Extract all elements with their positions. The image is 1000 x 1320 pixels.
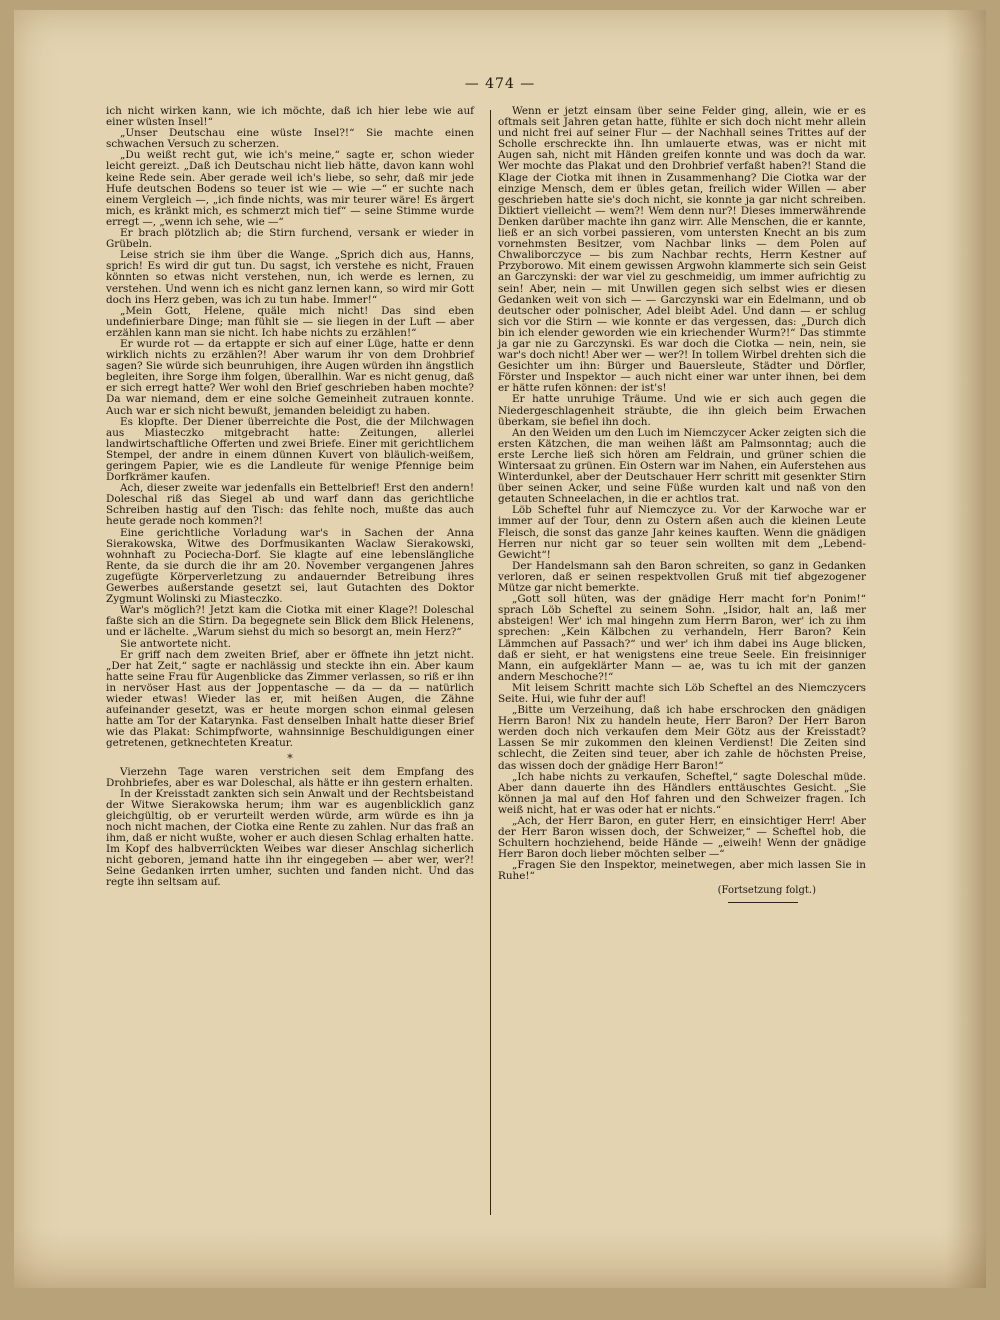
paragraph: Mit leisem Schritt machte sich Löb Scheftel an des Niemczycers Seite. Hui, wie fuhr der auf!: [498, 681, 866, 705]
paragraph: ich nicht wirken kann, wie ich möchte, daß ich hier lebe wie auf einer wüsten Insel!“: [106, 105, 474, 129]
paragraph: „Bitte um Verzeihung, daß ich habe erschrocken den gnädigen Herrn Baron! Nix zu handeln heute, Herr Baron? Der Herr Baron werden doch nich verkaufen dem Meir Götz aus der Kreisstadt? Lassen Se mir zukommen den kleinen Verdienst! Die Zeiten sind schlecht, die Zeiten sind teuer, aber ich zahle de höchsten Preise, das wissen doch der gnädige Herr Baron!“: [498, 704, 866, 772]
paragraph: „Gott soll hüten, was der gnädige Herr macht for'n Ponim!“ sprach Löb Scheftel zu seinem Sohn. „Isidor, halt an, laß mer absteigen! Wer' ich mal hingehn zum Herrn Baron, wer' ich zu ihm sprechen: „Kein Kälbchen zu verhandeln, Herr Baron? Kein Lämmchen auf Passach?“ und wer' ich ihm dabei ins Auge blicken, daß er sieht, er hat wenigstens eine treue Seele. Ein freisinniger Mann, ein aufgeklärter Mann — ae, was tu ich mit der ganzen andern Meschoche?!“: [498, 593, 866, 683]
right-column: [498, 106, 866, 903]
page-number: — 474 —: [464, 76, 536, 92]
paragraph: „Fragen Sie den Inspektor, meinetwegen, aber mich lassen Sie in Ruhe!“: [498, 859, 866, 883]
left-column: [106, 106, 474, 889]
end-rule: [728, 902, 798, 903]
paragraph: „Ach, der Herr Baron, en guter Herr, en einsichtiger Herr! Aber der Herr Baron wissen doch, der Schweizer,“ — Scheftel hob, die Schultern hochziehend, beide Hände — „eiweih! Wenn der gnädige Herr Baron doch lieber möchten selber —“: [498, 815, 866, 861]
paragraph: „Unser Deutschau eine wüste Insel?!“ Sie machte einen schwachen Versuch zu scherzen.: [106, 127, 474, 151]
binding-shadow: [946, 10, 986, 1288]
paragraph: „Ich habe nichts zu verkaufen, Scheftel,“ sagte Doleschal müde. Aber dann dauerte ihn des Händlers enttäuschtes Gesicht. „Sie können ja mal auf den Hof fahren und den Schweizer fragen. Ich weiß nicht, hat er was oder hat er nichts.“: [498, 770, 866, 816]
paragraph: Löb Scheftel fuhr auf Niemczyce zu. Vor der Karwoche war er immer auf der Tour, denn zu Ostern aßen auch die kleinen Leute Fleisch, die sonst das ganze Jahr keines kauften. Wenn die gnädigen Herren nur nicht gar so teuer sein wollten mit dem „Lebend-Gewicht“!: [498, 504, 866, 561]
paragraph: Leise strich sie ihm über die Wange. „Sprich dich aus, Hanns, sprich! Es wird dir gut tun. Du sagst, ich verstehe es nicht, Frauen könnten so etwas nicht verstehen, nun, ich werde es lernen, zu verstehen. Und wenn ich es nicht ganz lernen kann, so wird mir Gott doch ins Herz geben, was ich zu tun habe. Immer!“: [106, 249, 474, 306]
paragraph: War's möglich?! Jetzt kam die Ciotka mit einer Klage?! Doleschal faßte sich an die Stirn. Da begegnete sein Blick dem Blick Helenens, und er lächelte. „Warum siehst du mich so besorgt an, mein Herz?“: [106, 604, 474, 639]
paragraph: Ach, dieser zweite war jedenfalls ein Bettelbrief! Erst den andern! Doleschal riß das Siegel ab und warf dann das gerichtliche Schreiben hastig auf den Tisch: das fehlte noch, mußte das auch heute gerade noch kommen?!: [106, 482, 474, 528]
paragraph: An den Weiden um den Luch im Niemczycer Acker zeigten sich die ersten Kätzchen, die man weihen läßt am Palmsonntag; auch die erste Lerche ließ sich hören am Feldrain, und grüner schien die Wintersaat zu grünen. Ein Ostern war im Nahen, ein Auferstehen aus Winterdunkel, aber der Deutschauer Herr schritt mit gesenkter Stirn über seinen Acker, und seine Füße wurden kalt und naß von den getauten Schneelachen, in die er achtlos trat.: [498, 426, 866, 506]
paragraph: Sie antwortete nicht.: [120, 637, 232, 650]
paper-stain: [14, 1228, 986, 1288]
newspaper-page: [14, 10, 986, 1288]
paragraph: „Mein Gott, Helene, quäle mich nicht! Das sind eben undefinierbare Dinge; man fühlt sie — sie liegen in der Luft — aber erzählen kann man sie nicht. Ich habe nichts zu erzählen!“: [106, 304, 474, 339]
paragraph: Der Handelsmann sah den Baron schreiten, so ganz in Gedanken verloren, daß er seinen respektvollen Gruß mit tief abgezogener Mütze gar nicht bemerkte.: [498, 559, 866, 595]
paragraph: Vierzehn Tage waren verstrichen seit dem Empfang des Drohbriefes, aber es war Doleschal, als hätte er ihn gestern erhalten.: [106, 765, 474, 789]
continuation-note: (Fortsetzung folgt.): [717, 884, 816, 896]
paragraph: „Du weißt recht gut, wie ich's meine,“ sagte er, schon wieder leicht gereizt. „Daß ich Deutschau nicht lieb hätte, davon kann wohl keine Rede sein. Aber gerade weil ich's liebe, so sehr, daß mir jede Hufe deutschen Bodens so teuer ist wie — wie —“ er suchte nach einem Vergleich —, „ich finde nichts, was mir teurer wäre! Es ärgert mich, es kränkt mich, es schmerzt mich tief“ — seine Stimme wurde erregt —, „wenn ich sehe, wie —“: [106, 149, 474, 228]
section-separator: *: [287, 752, 293, 766]
paragraph: Er brach plötzlich ab; die Stirn furchend, versank er wieder in Grübeln.: [106, 227, 474, 251]
paragraph: Er wurde rot — da ertappte er sich auf einer Lüge, hatte er denn wirklich nichts zu erzählen?! Aber warum ihr von dem Drohbrief sagen? Sie würde sich beunruhigen, ihre Augen würden ihn ängstlich begleiten, ihre Sorge ihm folgen, überallhin. War es nicht genug, daß er sich erregt hatte? Wer wohl den Brief geschrieben haben mochte? Da war niemand, dem er eine solche Gemeinheit zutrauen konnte. Auch war er sich nicht bewußt, jemanden beleidigt zu haben.: [106, 337, 474, 417]
paragraph: In der Kreisstadt zankten sich sein Anwalt und der Rechtsbeistand der Witwe Sierakowska herum; ihm war es augenblicklich ganz gleichgültig, ob er verurteilt werden würde, arm würde es ihn ja noch nicht machen, der Ciotka eine Rente zu zahlen. Nur das fraß an ihm, daß er nicht wußte, woher er auch diesen Schlag erhalten hatte. Im Kopf des halbverrückten Weibes war dieser Anschlag sicherlich nicht geboren, jemand hatte ihn ihr eingegeben — aber wer, wer?! Seine Gedanken irrten umher, suchten und fanden nicht. Und das regte ihn seltsam auf.: [106, 787, 474, 889]
paragraph: Es klopfte. Der Diener überreichte die Post, die der Milchwagen aus Miasteczko mitgebracht hatte: Zeitungen, allerlei landwirtschaftliche Offerten und zwei Briefe. Einer mit gerichtlichem Stempel, der andre in einem dünnen Kuvert von bläulich-weißem, geringem Papier, wie es die Landleute für wenige Pfennige beim Dorfkrämer kaufen.: [106, 415, 474, 484]
paragraph: Wenn er jetzt einsam über seine Felder ging, allein, wie er es oftmals seit Jahren getan hatte, fühlte er sich doch nicht mehr allein und nicht frei auf seiner Flur — der Nachhall seines Trittes auf der Scholle erschreckte ihn. Ihn umlauerte etwas, was er nicht mit Augen sah, nicht mit Händen greifen konnte und was doch da war. Wer mochte das Plakat und den Drohbrief verfaßt haben?! Stand die Klage der Ciotka mit ihnen in Zusammenhang? Die Ciotka war der einzige Mensch, dem er übles getan, freilich wider Willen — aber geschrieben hatte sie's doch nicht, sie konnte ja gar nicht schreiben. Diktiert vielleicht — wem?! Wem denn nur?! Dieses immerwährende Denken darüber machte ihn ganz wirr. Alle Menschen, die er kannte, ließ er an sich vorbei passieren, vom untersten Knecht an bis zum vornehmsten Besitzer, vom Nachbar links — dem Polen auf Chwaliborczyce — bis zum Nachbar rechts, Herrn Kestner auf Przyborowo. Mit einem gewissen Argwohn klammerte sich sein Geist an Garczynski: der war viel zu geschmeidig, um immer aufrichtig zu sein! Aber, nein — mit Unwillen gegen sich selbst wies er diesen Gedanken weit von sich — — Garczynski war ein Edelmann, und ob deutscher oder polnischer, Adel bleibt Adel. Und dann — er schlug sich vor die Stirn — wie konnte er das vergessen, das: „Durch dich bin ich elender geworden wie ein kriechender Wurm?!“ Das stimmte ja gar nie zu Garczynski. Es war doch die Ciotka — nein, nein, sie war's doch nicht! Aber wer — wer?! In tollem Wirbel drehten sich die Gesichter um ihn: Bürger und Bauersleute, Städter und Dörfler, Förster und Inspektor — auch nicht einer war unter ihnen, bei dem er hätte rufen können: der ist's!: [498, 105, 866, 395]
paragraph: Er hatte unruhige Träume. Und wie er sich auch gegen die Niedergeschlagenheit sträubte, die ihn gleich beim Erwachen überkam, sie befiel ihn doch.: [498, 393, 866, 428]
column-divider: [490, 110, 491, 1215]
paragraph: Er griff nach dem zweiten Brief, aber er öffnete ihn jetzt nicht. „Der hat Zeit,“ sagte er nachlässig und steckte ihn ein. Aber kaum hatte seine Frau für Augenblicke das Zimmer verlassen, so riß er ihn in nervöser Hast aus der Joppentasche — da — da — natürlich wieder etwas! Wieder las er, mit heißen Augen, die Zähne aufeinander gesetzt, was er heute morgen schon einmal gelesen hatte am Tor der Katarynka. Fast denselben Inhalt hatte dieser Brief wie das Plakat: Schimpfworte, wahnsinnige Beschuldigungen einer getretenen, getknechteten Kreatur.: [106, 648, 474, 750]
paragraph: Eine gerichtliche Vorladung war's in Sachen der Anna Sierakowska, Witwe des Dorfmusikanten Waclaw Sierakowski, wohnhaft zu Pociecha-Dorf. Sie klagte auf eine lebenslängliche Rente, da sie durch die ihr am 20. November vergangenen Jahres zugefügte Körperverletzung zu andauernder Betreibung ihres Gewerbes außerstande gesetzt sei, laut Gutachten des Doktor Zygmunt Wolinski zu Miasteczko.: [106, 526, 474, 606]
